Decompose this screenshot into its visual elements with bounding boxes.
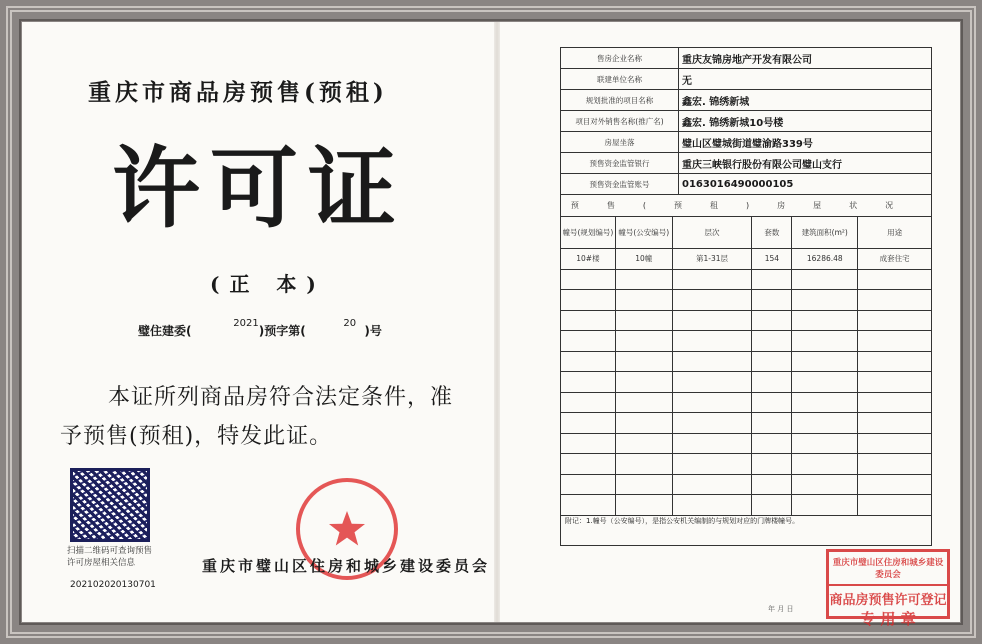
issuer: 重庆市璧山区住房和城乡建设委员会 bbox=[202, 557, 491, 575]
certificate-heading: 许可证 bbox=[112, 136, 407, 240]
info-row bbox=[561, 69, 932, 90]
table-cell bbox=[752, 454, 792, 475]
permit-year: 2021 bbox=[233, 318, 259, 329]
info-row bbox=[561, 111, 932, 132]
column-header: 用途 bbox=[858, 217, 932, 249]
info-value: 璧山区璧城街道璧渝路339号 bbox=[679, 132, 932, 153]
table-row bbox=[561, 372, 932, 393]
table-cell bbox=[858, 269, 932, 290]
table-cell bbox=[561, 433, 616, 454]
permit-seq: 20 bbox=[343, 318, 357, 329]
table-row bbox=[561, 351, 932, 372]
table-cell bbox=[752, 290, 792, 311]
info-row bbox=[561, 132, 932, 153]
table-cell bbox=[561, 454, 616, 475]
column-header: 层次 bbox=[672, 217, 752, 249]
number-prefix: 璧住建委( bbox=[138, 324, 192, 338]
table-cell bbox=[858, 474, 932, 495]
table-cell bbox=[858, 372, 932, 393]
table-cell bbox=[792, 454, 858, 475]
stamp-line-3: 专 用 章 bbox=[860, 610, 916, 628]
table-cell: 154 bbox=[752, 249, 792, 270]
info-value: 0163016490000105 bbox=[679, 174, 932, 195]
info-label: 预售资金监管账号 bbox=[561, 174, 679, 195]
table-cell bbox=[615, 372, 672, 393]
stamp-line-1: 重庆市璧山区住房和城乡建设委员会 bbox=[829, 552, 947, 586]
table-cell bbox=[752, 372, 792, 393]
table-cell bbox=[615, 290, 672, 311]
table-cell bbox=[858, 413, 932, 434]
table-cell bbox=[752, 269, 792, 290]
statement-line-2: 予预售(预租)，特发此证。 bbox=[60, 424, 333, 449]
table-cell bbox=[858, 433, 932, 454]
info-label: 项目对外销售名称(推广名) bbox=[561, 111, 679, 132]
column-header: 幢号(公安编号) bbox=[615, 217, 672, 249]
permit-number bbox=[138, 318, 382, 339]
table-cell bbox=[858, 290, 932, 311]
table-cell: 16286.48 bbox=[792, 249, 858, 270]
issue-date: 年 月 日 bbox=[768, 605, 794, 613]
info-row bbox=[561, 90, 932, 111]
info-value: 无 bbox=[679, 69, 932, 90]
table-row bbox=[561, 413, 932, 434]
table-cell bbox=[672, 372, 752, 393]
info-row bbox=[561, 174, 932, 195]
table-cell bbox=[615, 351, 672, 372]
table-cell bbox=[561, 310, 616, 331]
table-row bbox=[561, 474, 932, 495]
table-cell: 成套住宅 bbox=[858, 249, 932, 270]
status-title: 预售(预租)房屋状况 bbox=[561, 195, 932, 217]
table-cell bbox=[858, 331, 932, 352]
table-cell bbox=[561, 372, 616, 393]
table-cell bbox=[561, 392, 616, 413]
table-cell bbox=[672, 310, 752, 331]
table-cell bbox=[672, 474, 752, 495]
qr-code[interactable] bbox=[70, 468, 150, 542]
table-cell bbox=[792, 310, 858, 331]
table-cell bbox=[752, 392, 792, 413]
info-value: 重庆三峡银行股份有限公司璧山支行 bbox=[679, 153, 932, 174]
table-cell bbox=[858, 454, 932, 475]
table-cell bbox=[672, 290, 752, 311]
table-cell bbox=[792, 474, 858, 495]
table-cell bbox=[792, 331, 858, 352]
table-cell bbox=[792, 269, 858, 290]
table-cell bbox=[615, 310, 672, 331]
table-row bbox=[561, 249, 932, 270]
info-label: 预售资金监管银行 bbox=[561, 153, 679, 174]
table-cell bbox=[615, 454, 672, 475]
page-fold bbox=[494, 22, 500, 622]
table-cell bbox=[792, 433, 858, 454]
table-cell bbox=[561, 413, 616, 434]
table-cell bbox=[752, 351, 792, 372]
certificate-title: 重庆市商品房预售(预租) bbox=[88, 79, 388, 106]
table-cell: 10幢 bbox=[615, 249, 672, 270]
table-row bbox=[561, 454, 932, 475]
info-row bbox=[561, 48, 932, 69]
table-cell bbox=[561, 351, 616, 372]
footnote: 附记：1.幢号（公安编号），是指公安机关编制的与规划对应的门牌楼幢号。 bbox=[560, 510, 932, 546]
serial-number: 20210202013070​1 bbox=[70, 580, 156, 590]
info-label: 房屋坐落 bbox=[561, 132, 679, 153]
info-value: 重庆友锦房地产开发有限公司 bbox=[679, 48, 932, 69]
table-cell bbox=[561, 290, 616, 311]
info-label: 售房企业名称 bbox=[561, 48, 679, 69]
table-cell bbox=[672, 392, 752, 413]
info-value: 鑫宏. 锦绣新城10号楼 bbox=[679, 111, 932, 132]
table-cell bbox=[615, 433, 672, 454]
table-cell bbox=[752, 474, 792, 495]
number-suffix: )号 bbox=[364, 324, 382, 338]
table-cell bbox=[615, 413, 672, 434]
table-cell bbox=[792, 290, 858, 311]
column-header: 建筑面积(m²) bbox=[792, 217, 858, 249]
table-cell bbox=[615, 269, 672, 290]
column-header: 套数 bbox=[752, 217, 792, 249]
info-row bbox=[561, 153, 932, 174]
table-cell bbox=[615, 392, 672, 413]
table-cell bbox=[858, 310, 932, 331]
stamp-line-2: 商品房预售许可登记 bbox=[829, 593, 947, 608]
table-cell bbox=[752, 331, 792, 352]
table-cell bbox=[792, 392, 858, 413]
project-info-table bbox=[560, 47, 932, 217]
table-cell bbox=[672, 433, 752, 454]
table-cell: 10#楼 bbox=[561, 249, 616, 270]
table-row bbox=[561, 290, 932, 311]
table-row bbox=[561, 433, 932, 454]
info-label: 联建单位名称 bbox=[561, 69, 679, 90]
table-cell bbox=[792, 351, 858, 372]
table-cell bbox=[752, 310, 792, 331]
table-cell bbox=[792, 372, 858, 393]
table-row bbox=[561, 331, 932, 352]
presale-status-table bbox=[560, 216, 932, 516]
table-row bbox=[561, 269, 932, 290]
table-cell: 第1-31层 bbox=[672, 249, 752, 270]
info-label: 规划批准的项目名称 bbox=[561, 90, 679, 111]
statement-line-1: 本证所列商品房符合法定条件，准 bbox=[108, 385, 454, 410]
table-cell bbox=[561, 331, 616, 352]
registration-stamp bbox=[826, 549, 950, 628]
table-cell bbox=[561, 474, 616, 495]
table-cell bbox=[615, 331, 672, 352]
table-row bbox=[561, 310, 932, 331]
copy-type: (正 本) bbox=[210, 272, 326, 296]
column-header: 幢号(规划编号) bbox=[561, 217, 616, 249]
table-cell bbox=[615, 474, 672, 495]
table-cell bbox=[858, 392, 932, 413]
table-cell bbox=[672, 269, 752, 290]
table-row bbox=[561, 392, 932, 413]
table-cell bbox=[672, 454, 752, 475]
star-icon bbox=[327, 509, 367, 549]
table-cell bbox=[561, 269, 616, 290]
table-cell bbox=[672, 413, 752, 434]
number-mid: )预字第( bbox=[258, 324, 306, 338]
table-cell bbox=[672, 331, 752, 352]
table-cell bbox=[752, 433, 792, 454]
table-cell bbox=[792, 413, 858, 434]
qr-caption: 扫描二维码可查询预售许可房屋相关信息 bbox=[67, 546, 153, 568]
table-cell bbox=[672, 351, 752, 372]
table-cell bbox=[752, 413, 792, 434]
table-cell bbox=[858, 351, 932, 372]
info-value: 鑫宏. 锦绣新城 bbox=[679, 90, 932, 111]
statement bbox=[60, 378, 454, 456]
